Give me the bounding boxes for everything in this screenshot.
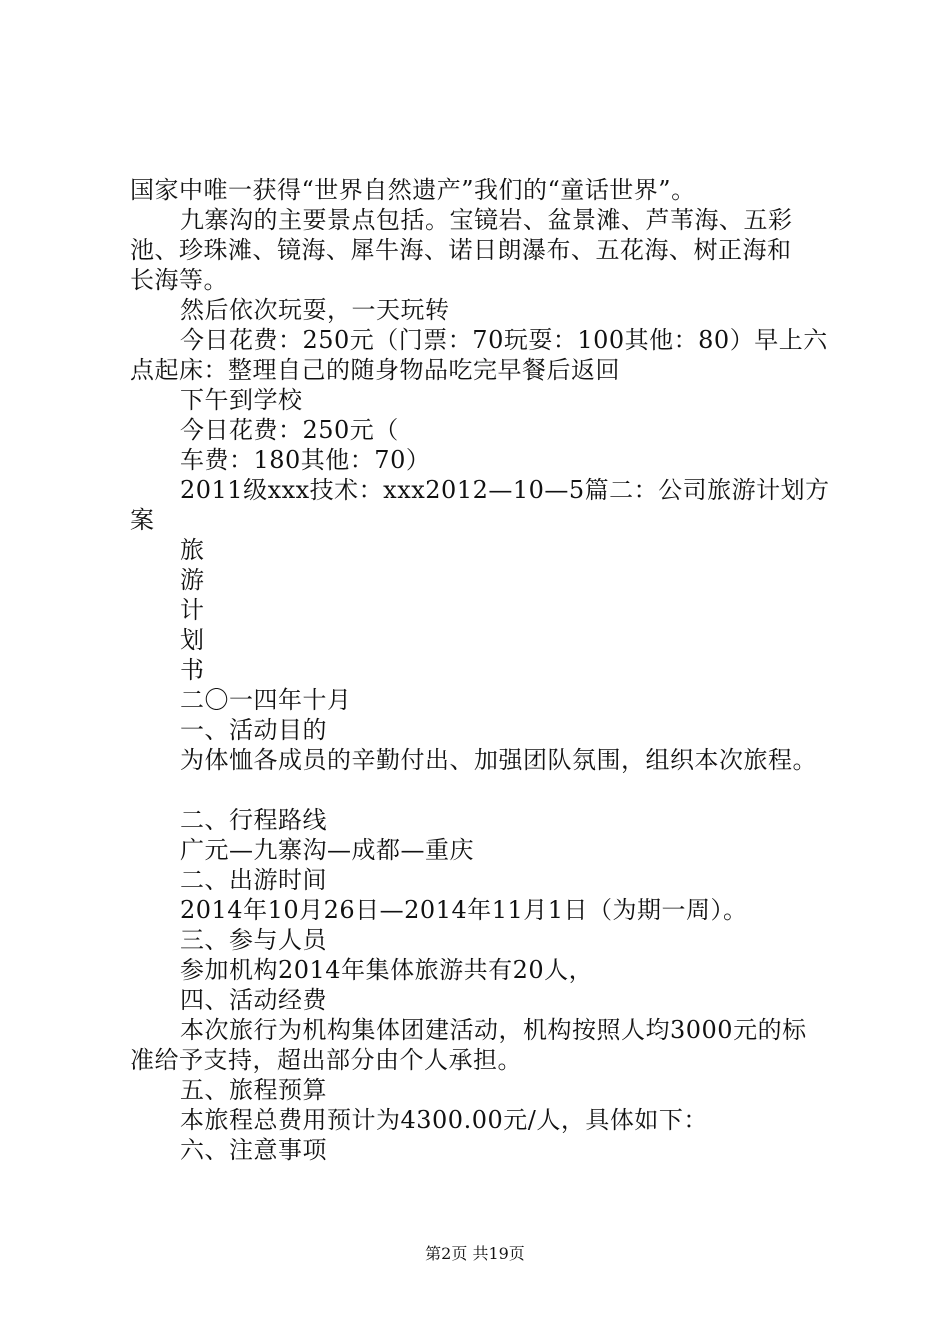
- text-line: 2014年10月26日—2014年11月1日（为期一周）。: [180, 896, 748, 924]
- section-heading: 六、注意事项: [180, 1136, 327, 1164]
- text-line: 准给予支持，超出部分由个人承担。: [130, 1046, 522, 1074]
- title-character: 旅: [180, 536, 205, 564]
- section-heading: 三、参与人员: [180, 926, 327, 954]
- text-line: 今日花费：250元（: [180, 416, 399, 444]
- text-line: 然后依次玩耍，一天玩转: [180, 296, 450, 324]
- section-heading: 一、活动目的: [180, 716, 327, 744]
- text-line: 国家中唯一获得“世界自然遗产”我们的“童话世界”。: [130, 176, 696, 204]
- document-body: [130, 175, 850, 1165]
- text-line: 为体恤各成员的辛勤付出、加强团队氛围，组织本次旅程。: [180, 746, 817, 774]
- page-number: 第2页 共19页: [425, 1244, 525, 1263]
- section-heading: 二、行程路线: [180, 806, 327, 834]
- text-line: 广元—九寨沟—成都—重庆: [180, 836, 474, 864]
- text-line: 本次旅行为机构集体团建活动，机构按照人均3000元的标: [180, 1016, 807, 1044]
- text-line: 参加机构2014年集体旅游共有20人，: [180, 956, 594, 984]
- text-line: 车费：180其他：70）: [180, 446, 431, 474]
- text-line: 2011级xxx技术：xxx2012—10—5篇二：公司旅游计划方: [180, 476, 830, 504]
- title-character: 划: [180, 626, 205, 654]
- text-line: 点起床：整理自己的随身物品吃完早餐后返回: [130, 356, 620, 384]
- section-heading: 二、出游时间: [180, 866, 327, 894]
- document-date: 二〇一四年十月: [180, 686, 352, 714]
- title-character: 书: [180, 656, 205, 684]
- blank-line: [130, 775, 850, 805]
- page-footer: [0, 1244, 950, 1264]
- text-line: 九寨沟的主要景点包括。宝镜岩、盆景滩、芦苇海、五彩: [180, 206, 793, 234]
- section-heading: 五、旅程预算: [180, 1076, 327, 1104]
- text-line: 今日花费：250元（门票：70玩耍：100其他：80）早上六: [180, 326, 828, 354]
- text-line: 下午到学校: [180, 386, 303, 414]
- text-line: 池、珍珠滩、镜海、犀牛海、诺日朗瀑布、五花海、树正海和: [130, 236, 792, 264]
- section-heading: 四、活动经费: [180, 986, 327, 1014]
- text-line: 案: [130, 506, 155, 534]
- title-character: 游: [180, 566, 205, 594]
- text-line: 长海等。: [130, 266, 228, 294]
- text-line: 本旅程总费用预计为4300.00元/人，具体如下：: [180, 1106, 708, 1134]
- title-character: 计: [180, 596, 205, 624]
